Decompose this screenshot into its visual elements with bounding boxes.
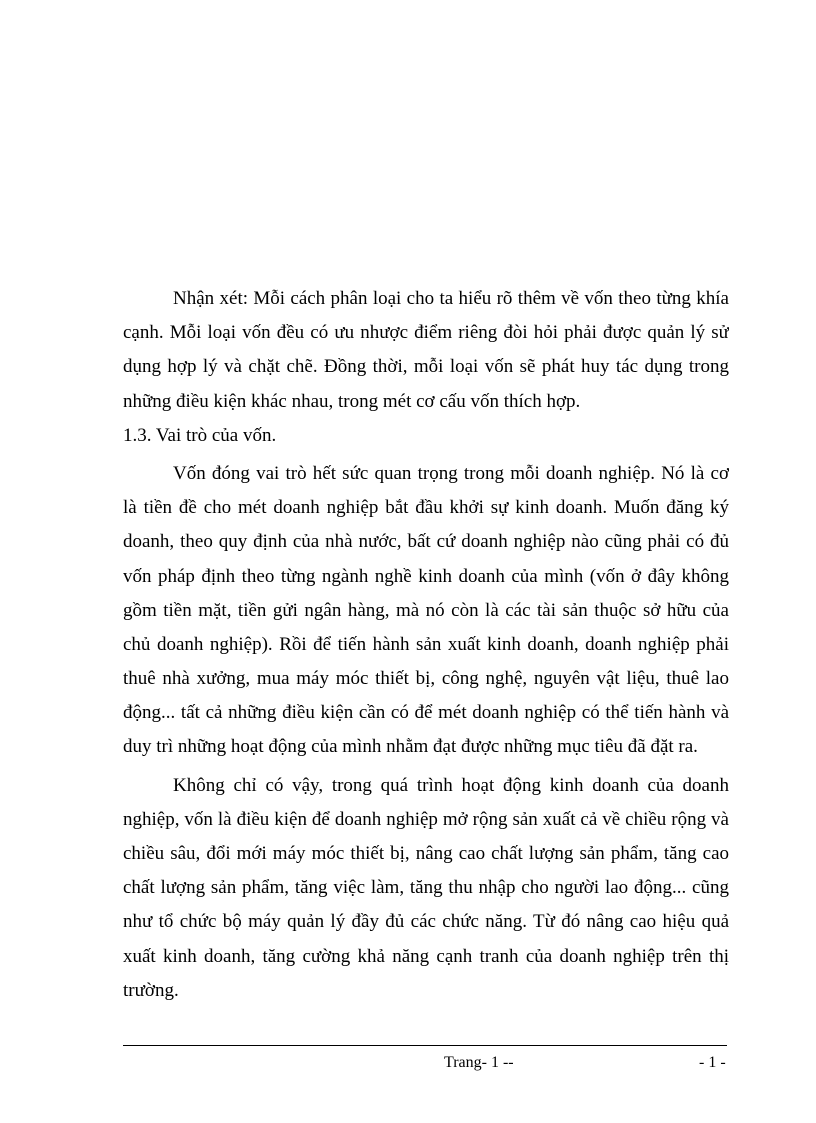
text-line: như tổ chức bộ máy quản lý đầy đủ các chức năng. Từ đó nâng cao hiệu quả — [123, 911, 729, 933]
paragraph-remark — [123, 282, 729, 419]
paragraph-not-only — [123, 769, 729, 1008]
footer-page-number: - 1 - — [699, 1054, 726, 1071]
text-line: duy trì những hoạt động của mình nhằm đạt được những mục tiêu đã đặt ra. — [123, 736, 698, 758]
text-line: Nhận xét: Mỗi cách phân loại cho ta hiểu rõ thêm về vốn theo từng khía — [173, 288, 729, 309]
text-line: là tiền đề cho mét doanh nghiệp bắt đầu khởi sự kinh doanh. Muốn đăng ký — [123, 497, 729, 519]
text-line: chất lượng sản phẩm, tăng việc làm, tăng thu nhập cho người lao động... cũng — [123, 877, 729, 899]
text-line: chiều sâu, đổi mới máy móc thiết bị, nâng cao chất lượng sản phẩm, tăng cao — [123, 843, 729, 864]
text-line: dụng hợp lý và chặt chẽ. Đồng thời, mỗi loại vốn sẽ phát huy tác dụng trong — [123, 356, 729, 378]
text-line: Không chỉ có vậy, trong quá trình hoạt động kinh doanh của doanh — [173, 774, 729, 796]
text-line: nghiệp, vốn là điều kiện để doanh nghiệp mở rộng sản xuất cả về chiều rộng và — [123, 808, 729, 830]
text-line: vốn pháp định theo từng ngành nghề kinh doanh của mình (vốn ở đây không — [123, 565, 729, 587]
text-line: doanh, theo quy định của nhà nước, bất cứ doanh nghiệp nào cũng phải có đủ — [123, 531, 729, 553]
text-line: xuất kinh doanh, tăng cường khả năng cạnh tranh của doanh nghiệp trên thị — [123, 945, 729, 967]
footer-divider — [123, 1045, 727, 1046]
body-text — [123, 282, 729, 1008]
text-line: cạnh. Mỗi loại vốn đều có ưu nhược điểm riêng đòi hỏi phải được quản lý sử — [123, 322, 729, 344]
footer-page-label: Trang- 1 -- — [444, 1054, 514, 1071]
paragraph-role-of-capital — [123, 457, 729, 765]
section-heading: 1.3. Vai trò của vốn. — [123, 424, 277, 446]
text-line: gồm tiền mặt, tiền gửi ngân hàng, mà nó còn là các tài sản thuộc sở hữu của — [123, 599, 729, 621]
text-line: chủ doanh nghiệp). Rồi để tiến hành sản xuất kinh doanh, doanh nghiệp phải — [123, 633, 729, 655]
text-line: những điều kiện khác nhau, trong mét cơ cấu vốn thích hợp. — [123, 390, 581, 412]
text-line: Vốn đóng vai trò hết sức quan trọng trong mỗi doanh nghiệp. Nó là cơ — [173, 462, 729, 484]
text-line: thuê nhà xưởng, mua máy móc thiết bị, công nghệ, nguyên vật liệu, thuê lao — [123, 668, 729, 690]
text-line: trường. — [123, 979, 179, 1001]
text-line: động... tất cả những điều kiện cần có để mét doanh nghiệp có thể tiến hành và — [123, 702, 729, 724]
